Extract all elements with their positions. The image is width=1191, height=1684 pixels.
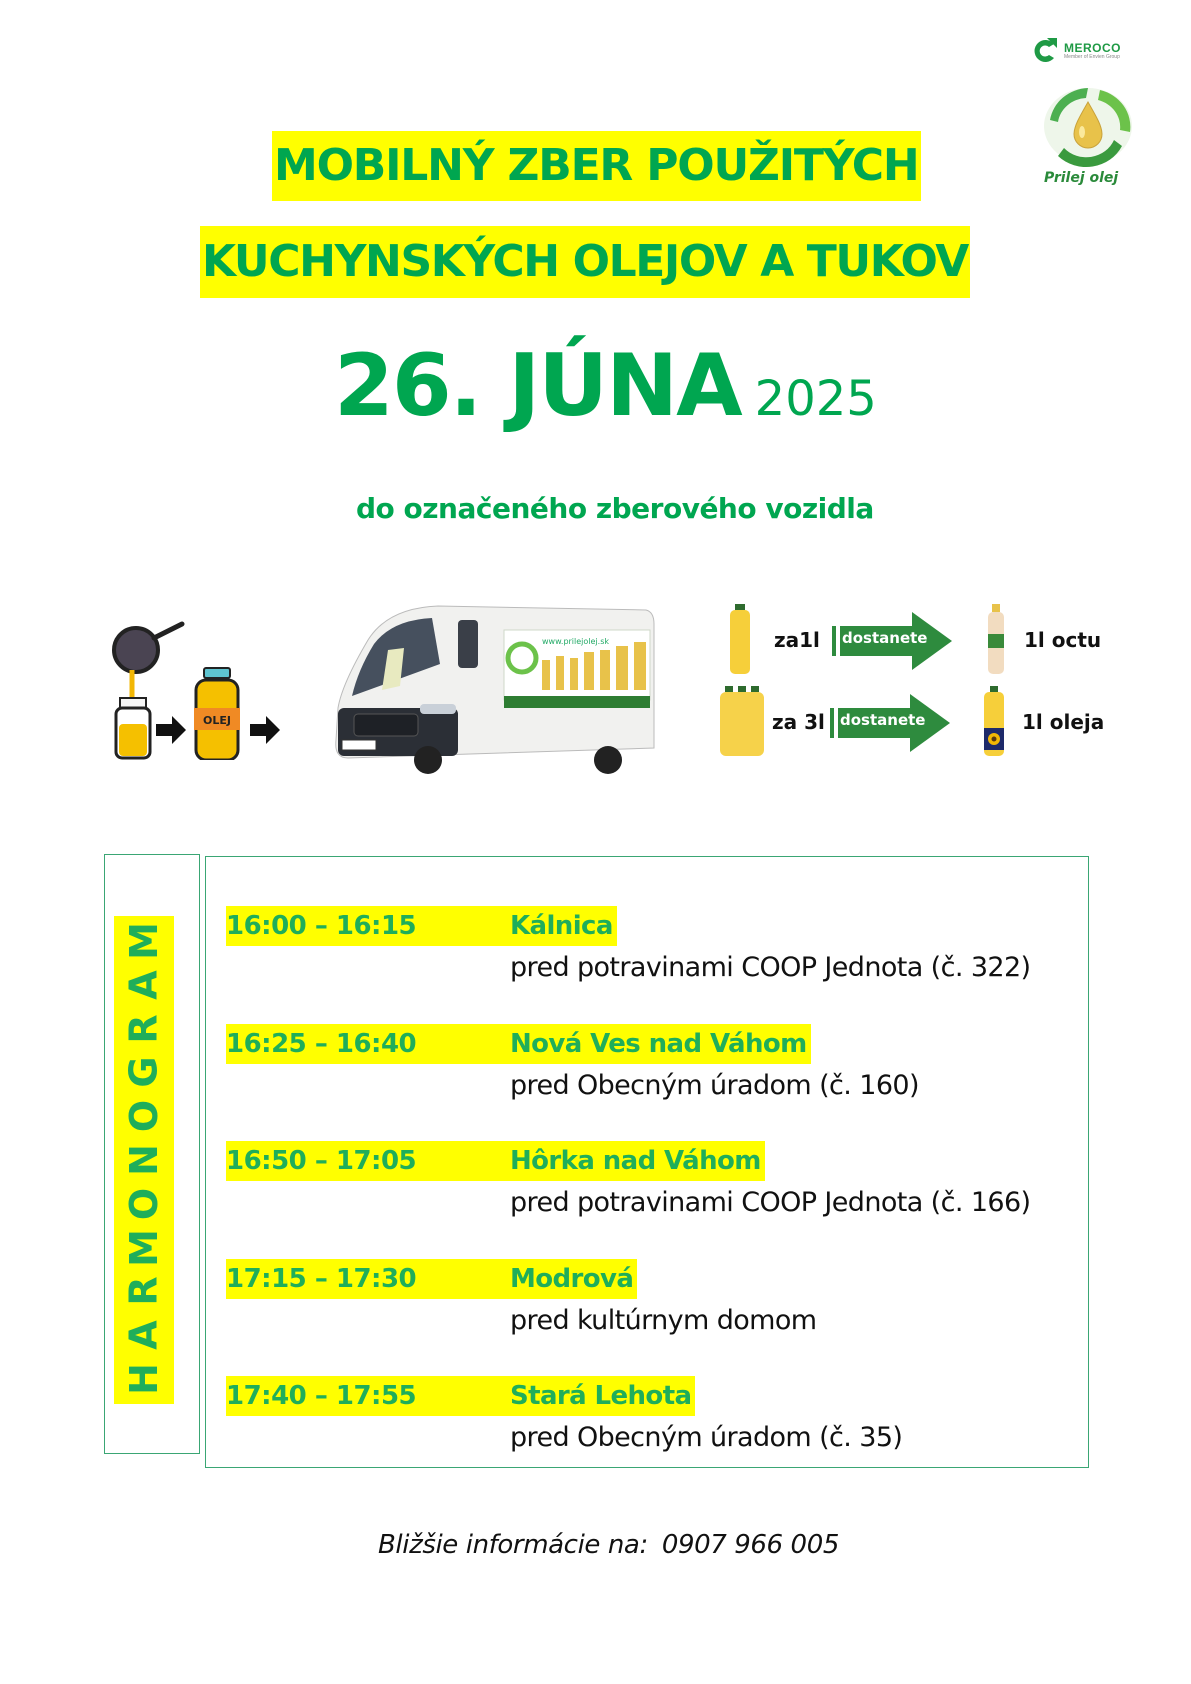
entry-place: Stará Lehota bbox=[510, 1376, 695, 1416]
entry-place: Kálnica bbox=[510, 906, 617, 946]
title-line-1: MOBILNÝ ZBER POUŽITÝCH bbox=[272, 131, 921, 201]
illustration-row bbox=[106, 600, 1105, 780]
schedule-heading-text bbox=[114, 916, 174, 1404]
heading-letter: N bbox=[122, 1144, 166, 1176]
entry-time: 17:15 – 17:30 bbox=[226, 1264, 417, 1294]
reward-label: 1l oleja bbox=[1022, 710, 1105, 734]
oil-bottle-icon bbox=[726, 604, 754, 676]
entry-place: Nová Ves nad Váhom bbox=[510, 1024, 811, 1064]
svg-text:OLEJ: OLEJ bbox=[203, 714, 231, 727]
heading-letter: O bbox=[122, 1100, 166, 1133]
entry-location: pred potravinami COOP Jednota (č. 166) bbox=[510, 1187, 1031, 1218]
give-amount: za 3l bbox=[772, 710, 825, 734]
arrow-label: dostanete bbox=[840, 711, 926, 729]
small-bottle-icon bbox=[116, 698, 150, 758]
recycle-oil-drop-icon bbox=[1036, 80, 1140, 168]
exchange-row bbox=[706, 682, 1106, 762]
contact-phone[interactable]: 0907 966 005 bbox=[661, 1530, 839, 1560]
sunflower-oil-bottle-icon bbox=[980, 686, 1008, 758]
heading-letter: A bbox=[121, 970, 166, 1000]
arrow-right-icon bbox=[250, 716, 280, 744]
schedule-heading bbox=[114, 916, 174, 1404]
arrow-label: dostanete bbox=[842, 629, 928, 647]
entry-time: 16:25 – 16:40 bbox=[226, 1029, 417, 1059]
logo-tagline: Prilej olej bbox=[1044, 170, 1119, 186]
arrow-right-icon bbox=[156, 716, 186, 744]
svg-text:www.prilejolej.sk: www.prilejolej.sk bbox=[542, 637, 609, 646]
reward-label: 1l octu bbox=[1024, 628, 1102, 652]
heading-letter: G bbox=[121, 1056, 166, 1088]
entry-location: pred potravinami COOP Jednota (č. 322) bbox=[510, 952, 1031, 983]
entry-place: Modrová bbox=[510, 1259, 637, 1299]
green-arrow-icon bbox=[830, 694, 950, 750]
frying-pan-icon bbox=[114, 624, 182, 702]
event-date-day-month: 26. JÚNA bbox=[334, 336, 741, 436]
meroco-logo bbox=[1030, 36, 1150, 196]
green-arrow-icon bbox=[832, 612, 952, 668]
contact-label: Bližšie informácie na: bbox=[378, 1530, 648, 1560]
entry-location: pred Obecným úradom (č. 160) bbox=[510, 1070, 919, 1101]
heading-letter: R bbox=[121, 1276, 166, 1307]
collection-van-icon bbox=[328, 600, 658, 775]
title-line-2: KUCHYNSKÝCH OLEJOV A TUKOV bbox=[200, 226, 970, 298]
heading-letter: O bbox=[122, 1187, 166, 1220]
heading-letter: M bbox=[121, 922, 166, 960]
logo-subtitle: Member of Envien Group bbox=[1064, 54, 1120, 60]
event-date bbox=[334, 336, 877, 436]
heading-letter: R bbox=[121, 1013, 166, 1044]
contact-info bbox=[378, 1530, 839, 1560]
vinegar-bottle-icon bbox=[982, 604, 1010, 676]
entry-time: 17:40 – 17:55 bbox=[226, 1381, 417, 1411]
subtitle: do označeného zberového vozidla bbox=[356, 492, 874, 525]
heading-letter: M bbox=[121, 1228, 166, 1267]
exchange-offer bbox=[706, 600, 1106, 780]
oil-jug-icon bbox=[194, 668, 240, 760]
entry-location: pred kultúrnym domom bbox=[510, 1305, 817, 1336]
logo-brand bbox=[1030, 36, 1121, 66]
give-amount: za1l bbox=[774, 628, 820, 652]
logo-brand-name: MEROCO bbox=[1064, 41, 1121, 55]
heading-letter: H bbox=[122, 1363, 166, 1395]
oil-collection-steps bbox=[106, 620, 306, 760]
entry-time: 16:50 – 17:05 bbox=[226, 1146, 417, 1176]
exchange-row bbox=[706, 600, 1106, 680]
entry-place: Hôrka nad Váhom bbox=[510, 1141, 765, 1181]
three-oil-bottles-icon bbox=[720, 686, 764, 758]
entry-time: 16:00 – 16:15 bbox=[226, 911, 417, 941]
heading-letter: A bbox=[121, 1320, 166, 1350]
event-date-year: 2025 bbox=[754, 371, 877, 427]
entry-location: pred Obecným úradom (č. 35) bbox=[510, 1422, 903, 1453]
meroco-c-icon bbox=[1030, 36, 1060, 66]
